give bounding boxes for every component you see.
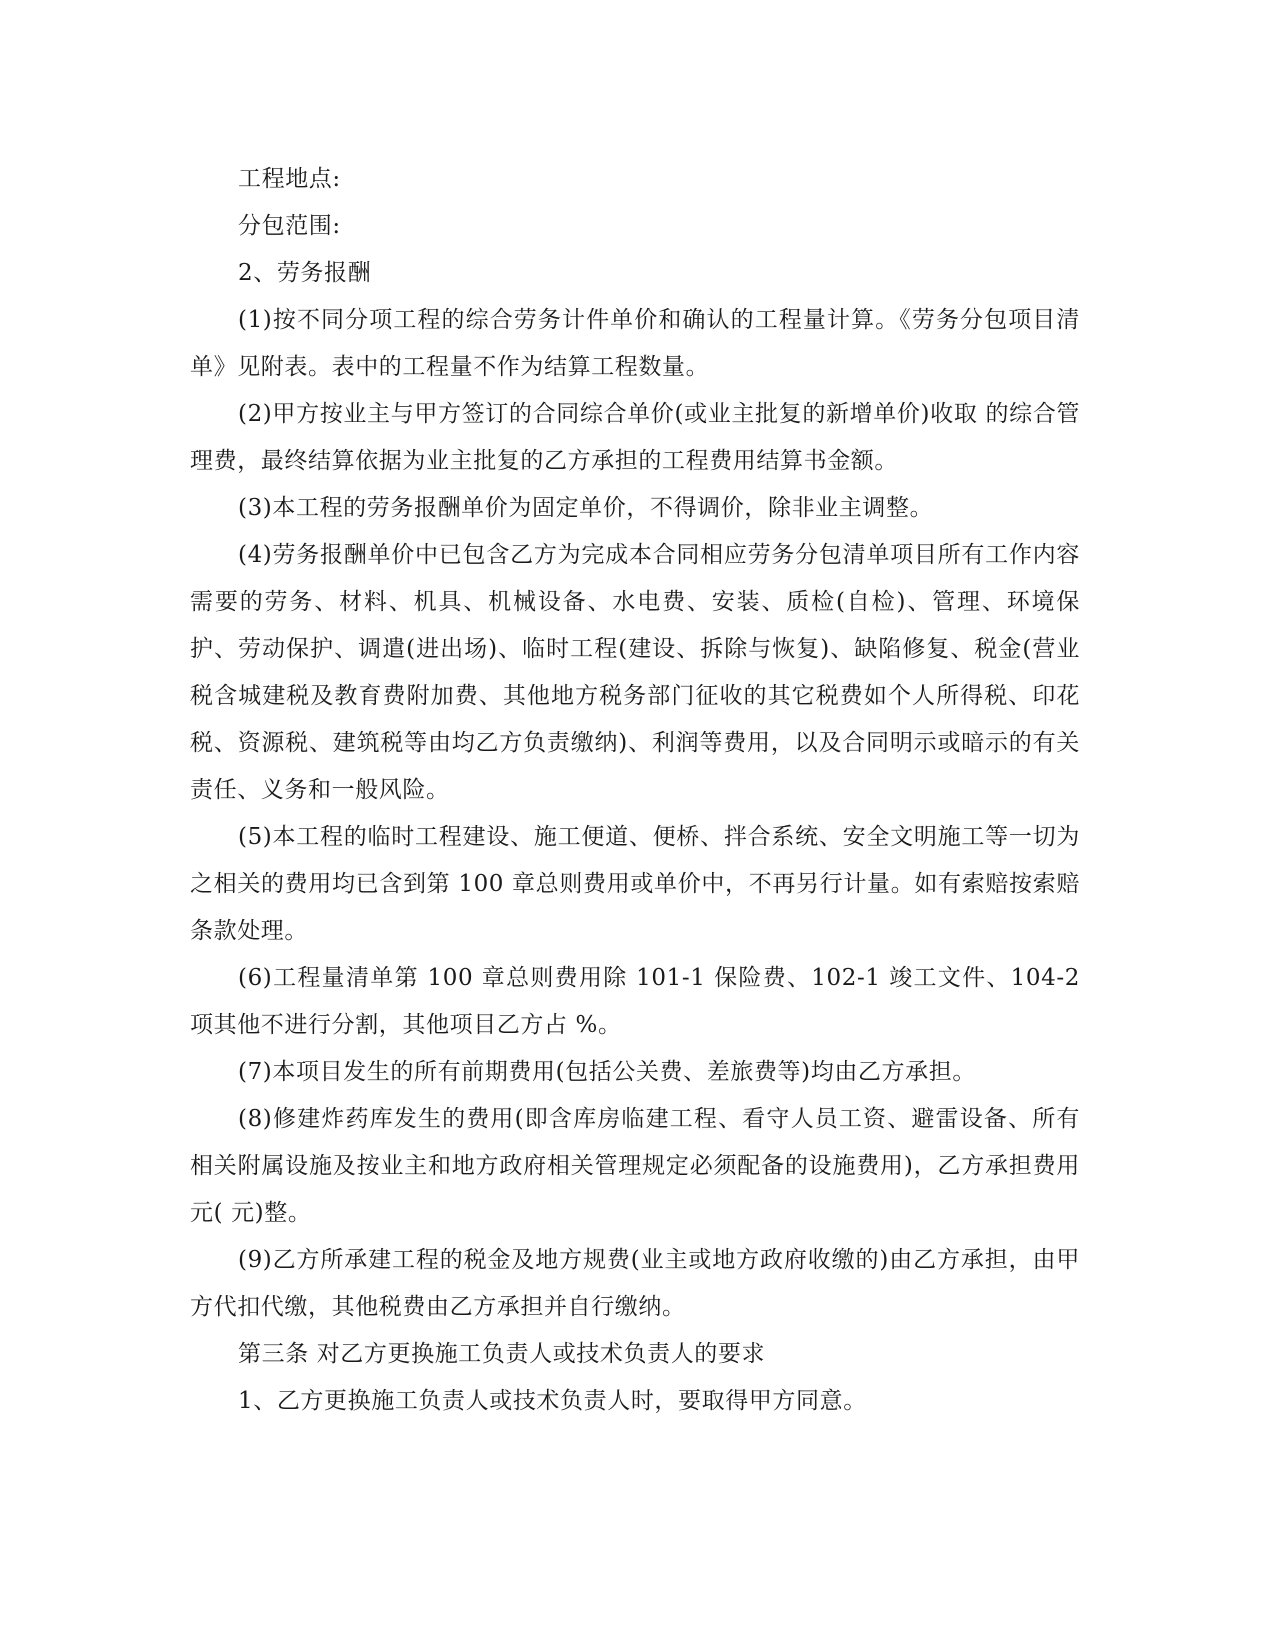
clause-3: (3)本工程的劳务报酬单价为固定单价，不得调价，除非业主调整。 <box>238 495 934 521</box>
clause-6: (6)工程量清单第 100 章总则费用除 101-1 保险费、102-1 竣工文件、104-2 项其他不进行分割，其他项目乙方占 %。 <box>190 965 1080 1038</box>
document-body <box>190 156 1080 1425</box>
clause-9: (9)乙方所承建工程的税金及地方规费(业主或地方政府收缴的)由乙方承担，由甲方代扣代缴，其他税费由乙方承担并自行缴纳。 <box>190 1247 1080 1320</box>
clause-5: (5)本工程的临时工程建设、施工便道、便桥、拌合系统、安全文明施工等一切为之相关的费用均已含到第 100 章总则费用或单价中，不再另行计量。如有索赔按索赔条款处理。 <box>190 824 1080 944</box>
clause-4: (4)劳务报酬单价中已包含乙方为完成本合同相应劳务分包清单项目所有工作内容需要的劳务、材料、机具、机械设备、水电费、安装、质检(自检)、管理、环境保护、劳动保护、调遣(进出场)、临时工程(建设、拆除与恢复)、缺陷修复、税金(营业税含城建税及教育费附加费、其他地方税务部门征收的其它税费如个人所得税、印花税、资源税、建筑税等由均乙方负责缴纳)、利润等费用，以及合同明示或暗示的有关责任、义务和一般风险。 <box>190 542 1080 803</box>
paragraph-project-location: 工程地点: <box>238 166 341 192</box>
clause-2: (2)甲方按业主与甲方签订的合同综合单价(或业主批复的新增单价)收取 的综合管理费，最终结算依据为业主批复的乙方承担的工程费用结算书金额。 <box>190 401 1080 474</box>
article-3-clause-1: 1、乙方更换施工负责人或技术负责人时，要取得甲方同意。 <box>238 1388 867 1414</box>
paragraph-subcontract-scope: 分包范围: <box>238 213 341 239</box>
clause-8: (8)修建炸药库发生的费用(即含库房临建工程、看守人员工资、避雷设备、所有相关附属设施及按业主和地方政府相关管理规定必须配备的设施费用)，乙方承担费用 元( 元)整。 <box>190 1106 1080 1226</box>
section-heading-labor-remuneration: 2、劳务报酬 <box>238 260 372 286</box>
article-3-heading: 第三条 对乙方更换施工负责人或技术负责人的要求 <box>238 1341 766 1367</box>
clause-7: (7)本项目发生的所有前期费用(包括公关费、差旅费等)均由乙方承担。 <box>238 1059 976 1085</box>
clause-1: (1)按不同分项工程的综合劳务计件单价和确认的工程量计算。《劳务分包项目清单》见附表。表中的工程量不作为结算工程数量。 <box>190 307 1080 380</box>
